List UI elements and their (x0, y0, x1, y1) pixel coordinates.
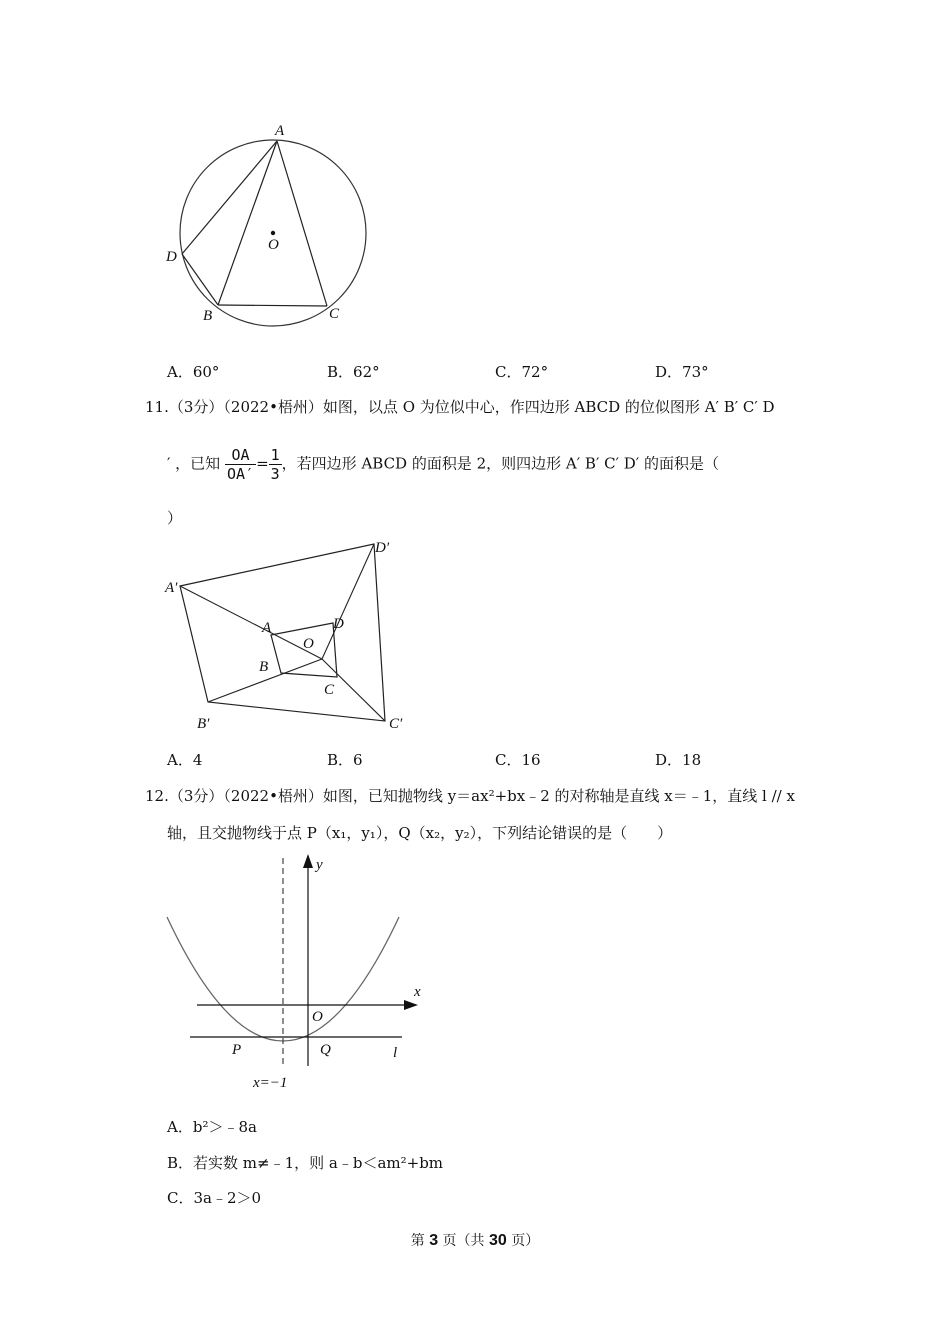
footer-total-pages: 30 (489, 1232, 507, 1249)
q12-y-axis-arrow (303, 854, 313, 868)
q10-label-O: O (268, 237, 279, 253)
option-text: 73° (682, 363, 709, 381)
q11-label-C: C (324, 682, 335, 698)
q10-label-C: C (329, 306, 340, 322)
option-letter: A． (167, 1118, 193, 1136)
q11-question-line1: 11.（3分）（2022•梧州）如图，以点 O 为位似中心，作四边形 ABCD 的位似图形 A′ B′ C′ D (145, 398, 775, 416)
option-text: 18 (682, 751, 702, 769)
q11-label-D1: D′ (375, 540, 390, 556)
q12-label-P: P (232, 1042, 242, 1058)
q11-label-B1: B′ (197, 716, 210, 732)
q12-label-O: O (312, 1009, 323, 1025)
option-letter: B． (327, 751, 354, 769)
option-text: b²＞﹣8a (192, 1118, 257, 1136)
q12-option-c (167, 1187, 261, 1208)
q11-frac-den: OA′ (226, 465, 255, 483)
footer-mid: 页（共 (438, 1233, 489, 1249)
q11-frac-num: OA (225, 446, 256, 465)
option-letter: C． (495, 363, 522, 381)
option-text: 4 (192, 751, 203, 769)
q12-label-axis: x=−1 (253, 1075, 288, 1091)
option-letter: C． (495, 751, 522, 769)
q11-line2-suffix: ，若四边形 ABCD 的面积是 2，则四边形 A′ B′ C′ D′ 的面积是（ (281, 454, 719, 473)
option-letter: B． (327, 363, 354, 381)
option-text: 16 (521, 751, 541, 769)
footer-post: 页） (506, 1233, 540, 1249)
q12-option-a (167, 1116, 257, 1137)
q11-label-A: A (262, 620, 272, 636)
option-letter: A． (167, 751, 193, 769)
option-text: 72° (521, 363, 549, 381)
option-text: 3a﹣2＞0 (193, 1189, 262, 1207)
q12-x-axis-arrow (404, 1000, 418, 1010)
option-text: 60° (192, 363, 220, 381)
q12-question-line1: 12.（3分）（2022•梧州）如图，已知抛物线 y＝ax²+bx﹣2 的对称轴是直线 x＝﹣1，直线 l // x (145, 787, 795, 805)
option-text: 若实数 m≠﹣1，则 a﹣b＜am²+bm (193, 1154, 444, 1172)
q11-frac2-num: 1 (270, 446, 280, 464)
footer-pre: 第 (410, 1233, 430, 1249)
q11-label-B: B (259, 659, 269, 675)
q11-label-A1: A′ (165, 580, 178, 596)
option-letter: D． (655, 363, 683, 381)
q10-label-A: A (275, 123, 285, 139)
footer-page-number: 3 (429, 1232, 439, 1249)
q11-question-line3: ） (167, 509, 183, 527)
q11-label-O: O (303, 636, 314, 652)
page-footer (0, 1230, 950, 1250)
option-letter: D． (655, 751, 683, 769)
q12-label-y: y (316, 857, 323, 873)
q11-frac2-den: 3 (270, 465, 280, 483)
option-letter: C． (167, 1189, 194, 1207)
q12-label-l: l (393, 1045, 398, 1061)
q12-question-line2: 轴，且交抛物线于点 P（x₁，y₁），Q（x₂，y₂），下列结论错误的是（ ） (167, 824, 673, 842)
q10-label-D: D (166, 249, 177, 265)
q11-label-C1: C′ (389, 716, 403, 732)
option-text: 62° (353, 363, 380, 381)
q11-equals: = (256, 454, 269, 473)
q12-label-Q: Q (320, 1042, 331, 1058)
q11-line2-prefix: ′ ，已知 (167, 454, 221, 473)
option-text: 6 (353, 751, 363, 769)
q12-option-b (167, 1152, 443, 1173)
option-letter: A． (167, 363, 193, 381)
q10-label-B: B (203, 308, 213, 324)
q12-label-x: x (414, 984, 421, 1000)
option-letter: B． (167, 1154, 194, 1172)
q11-label-D: D (333, 616, 344, 632)
